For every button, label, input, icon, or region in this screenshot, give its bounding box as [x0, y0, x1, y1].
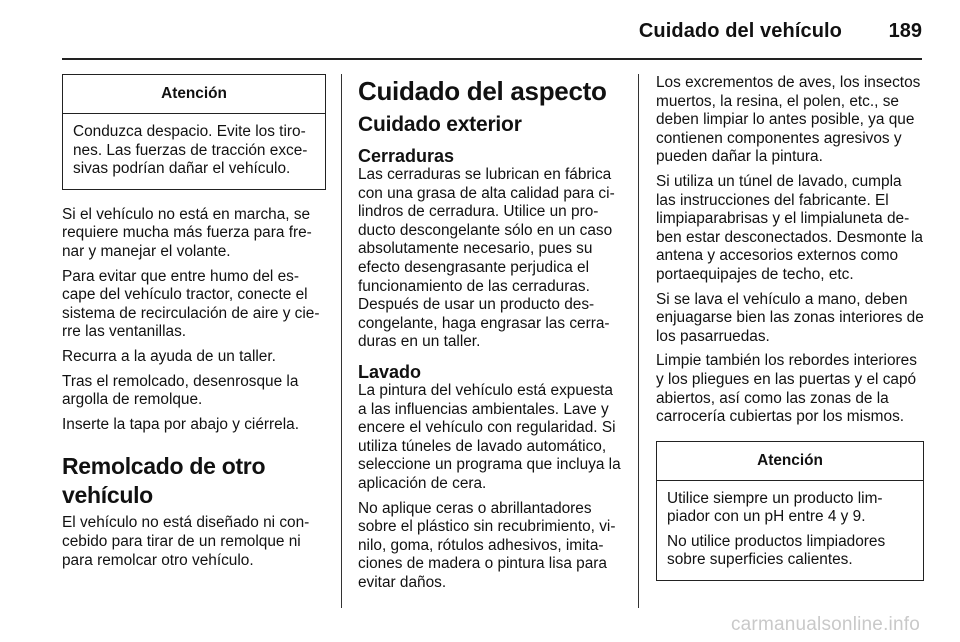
- section-heading-appearance-care: Cuidado del aspecto: [358, 76, 607, 106]
- subsection-heading-exterior-care: Cuidado exterior: [358, 113, 522, 136]
- paragraph: Si utiliza un túnel de lavado, cumpla las instrucciones del fabricante. El limpiaparabrisas y el limpialuneta deben estar desconectados. Desmonte la antena y accesorios externos como portaequipajes de techo, etc.: [656, 172, 923, 283]
- column-divider-2: [638, 74, 639, 608]
- warning-text: Conduzca despacio. Evite los tirones. Las fuerzas de tracción excesivas podrían dañar el vehículo.: [73, 123, 308, 178]
- warning-body: [657, 481, 923, 580]
- paragraph: Limpie también los rebordes interiores y los pliegues en las puertas y el capó abiertos, así como las zonas de la carrocería cubiertas por los mismos.: [656, 352, 917, 426]
- paragraph: Tras el remolcado, desenrosque la argolla de remolque.: [62, 372, 299, 409]
- paragraph: El vehículo no está diseñado ni concebido para tirar de un remolque ni para remolcar otro vehículo.: [62, 514, 310, 569]
- column-divider-1: [341, 74, 342, 608]
- paragraph: Si se lava el vehículo a mano, deben enjuagarse bien las zonas interiores de los pasarruedas.: [656, 290, 924, 345]
- paragraph: La pintura del vehículo está expuesta a las influencias ambientales. Lave y encere el vehículo con regularidad. Si utiliza túneles de lavado automático, seleccione un programa que incluya la aplicación de cera.: [358, 381, 621, 492]
- warning-line: Utilice siempre un producto limpiador con un pH entre 4 y 9.: [667, 489, 883, 526]
- paragraph: Inserte la tapa por abajo y ciérrela.: [62, 415, 299, 433]
- paragraph: Las cerraduras se lubrican en fábrica con una grasa de alta calidad para cilindros de cerradura. Utilice un producto descongelante sólo en un caso absolutamente necesario, pues su efecto desengrasante perjudica el funcionamiento de las cerraduras. Después de usar un producto descongelante, haga engrasar las cerraduras en un taller.: [358, 166, 615, 351]
- warning-box-towing: [62, 74, 326, 190]
- watermark: carmanualsonline.info: [730, 614, 920, 635]
- heading-washing: Lavado: [358, 361, 422, 382]
- warning-box-cleaning: [656, 441, 924, 581]
- running-header-title: Cuidado del vehículo: [638, 20, 842, 42]
- paragraph: No aplique ceras o abrillantadores sobre el plástico sin recubrimiento, vinilo, goma, rótulos adhesivos, imitaciones de madera o pintura lisa para evitar daños.: [358, 499, 616, 591]
- header-rule: [62, 58, 922, 60]
- warning-title: Atención: [657, 442, 923, 481]
- paragraph: Si el vehículo no está en marcha, se requiere mucha más fuerza para frenar y manejar el volante.: [62, 205, 312, 260]
- warning-body: [63, 114, 325, 189]
- column-3: [656, 74, 924, 595]
- paragraph: Para evitar que entre humo del escape del vehículo tractor, conecte el sistema de recirculación de aire y cierre las ventanillas.: [62, 267, 320, 341]
- paragraph: Recurra a la ayuda de un taller.: [62, 347, 276, 365]
- column-1: [62, 74, 326, 576]
- page-number: 189: [888, 20, 922, 42]
- warning-title: Atención: [63, 75, 325, 114]
- heading-locks: Cerraduras: [358, 146, 455, 166]
- section-heading-towing-other: Remolcado de otro vehículo: [62, 453, 266, 509]
- paragraph: Los excrementos de aves, los insectos muertos, la resina, el polen, etc., se deben limpiar lo antes posible, ya que contienen componentes agresivos y pueden dañar la pintura.: [656, 74, 921, 166]
- warning-line: No utilice productos limpiadores sobre superficies calientes.: [667, 532, 886, 569]
- column-2: [358, 74, 624, 598]
